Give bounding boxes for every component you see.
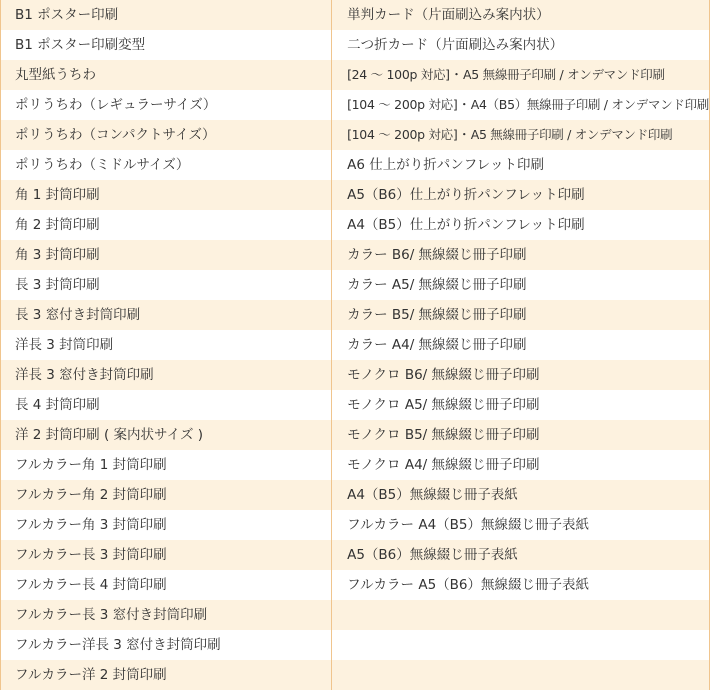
product-row[interactable]: フルカラー角 1 封筒印刷 [1,450,331,480]
product-row[interactable]: 洋長 3 封筒印刷 [1,330,331,360]
product-row[interactable]: 洋 2 封筒印刷 ( 案内状サイズ ) [1,420,331,450]
product-row[interactable]: 長 3 窓付き封筒印刷 [1,300,331,330]
product-row[interactable]: B1 ポスター印刷変型 [1,30,331,60]
product-row[interactable]: フルカラー A4（B5）無線綴じ冊子表紙 [332,510,709,540]
product-row[interactable]: モノクロ A5/ 無線綴じ冊子印刷 [332,390,709,420]
product-row[interactable]: モノクロ B5/ 無線綴じ冊子印刷 [332,420,709,450]
empty-row [332,600,709,630]
product-row[interactable]: A6 仕上がり折パンフレット印刷 [332,150,709,180]
product-row[interactable]: カラー B6/ 無線綴じ冊子印刷 [332,240,709,270]
product-row[interactable]: 単判カード（片面刷込み案内状） [332,0,709,30]
product-row[interactable]: A4（B5）仕上がり折パンフレット印刷 [332,210,709,240]
product-row[interactable]: フルカラー洋 2 封筒印刷 [1,660,331,690]
product-row[interactable]: フルカラー角 2 封筒印刷 [1,480,331,510]
product-row[interactable]: フルカラー A5（B6）無線綴じ冊子表紙 [332,570,709,600]
product-row[interactable]: カラー B5/ 無線綴じ冊子印刷 [332,300,709,330]
product-row[interactable]: B1 ポスター印刷 [1,0,331,30]
product-row[interactable]: 角 1 封筒印刷 [1,180,331,210]
product-row[interactable]: フルカラー洋長 3 窓付き封筒印刷 [1,630,331,660]
product-row[interactable]: モノクロ A4/ 無線綴じ冊子印刷 [332,450,709,480]
product-row[interactable]: フルカラー長 4 封筒印刷 [1,570,331,600]
product-row[interactable]: カラー A4/ 無線綴じ冊子印刷 [332,330,709,360]
product-row[interactable]: [24 ～ 100p 対応] ･ A5 無線冊子印刷 / オンデマンド印刷 [332,60,709,90]
product-row[interactable]: モノクロ B6/ 無線綴じ冊子印刷 [332,360,709,390]
product-row[interactable]: 二つ折カード（片面刷込み案内状） [332,30,709,60]
product-row[interactable]: A4（B5）無線綴じ冊子表紙 [332,480,709,510]
product-row[interactable]: 洋長 3 窓付き封筒印刷 [1,360,331,390]
product-row[interactable]: [104 ～ 200p 対応] ･ A5 無線冊子印刷 / オンデマンド印刷 [332,120,709,150]
product-row[interactable]: ポリうちわ（ミドルサイズ） [1,150,331,180]
empty-row [332,660,709,690]
left-product-column [1,0,332,689]
product-row[interactable]: 角 2 封筒印刷 [1,210,331,240]
product-row[interactable]: 長 3 封筒印刷 [1,270,331,300]
product-row[interactable]: フルカラー角 3 封筒印刷 [1,510,331,540]
product-row[interactable]: [104 ～ 200p 対応] ･ A4（B5）無線冊子印刷 / オンデマンド印刷 [332,90,709,120]
product-row[interactable]: 長 4 封筒印刷 [1,390,331,420]
product-row[interactable]: フルカラー長 3 窓付き封筒印刷 [1,600,331,630]
product-row[interactable]: 角 3 封筒印刷 [1,240,331,270]
product-row[interactable]: 丸型紙うちわ [1,60,331,90]
product-row[interactable]: A5（B6）無線綴じ冊子表紙 [332,540,709,570]
product-row[interactable]: カラー A5/ 無線綴じ冊子印刷 [332,270,709,300]
product-row[interactable]: ポリうちわ（コンパクトサイズ） [1,120,331,150]
product-row[interactable]: ポリうちわ（レギュラーサイズ） [1,90,331,120]
product-row[interactable]: フルカラー長 3 封筒印刷 [1,540,331,570]
empty-row [332,630,709,660]
right-product-column [332,0,709,689]
product-row[interactable]: A5（B6）仕上がり折パンフレット印刷 [332,180,709,210]
